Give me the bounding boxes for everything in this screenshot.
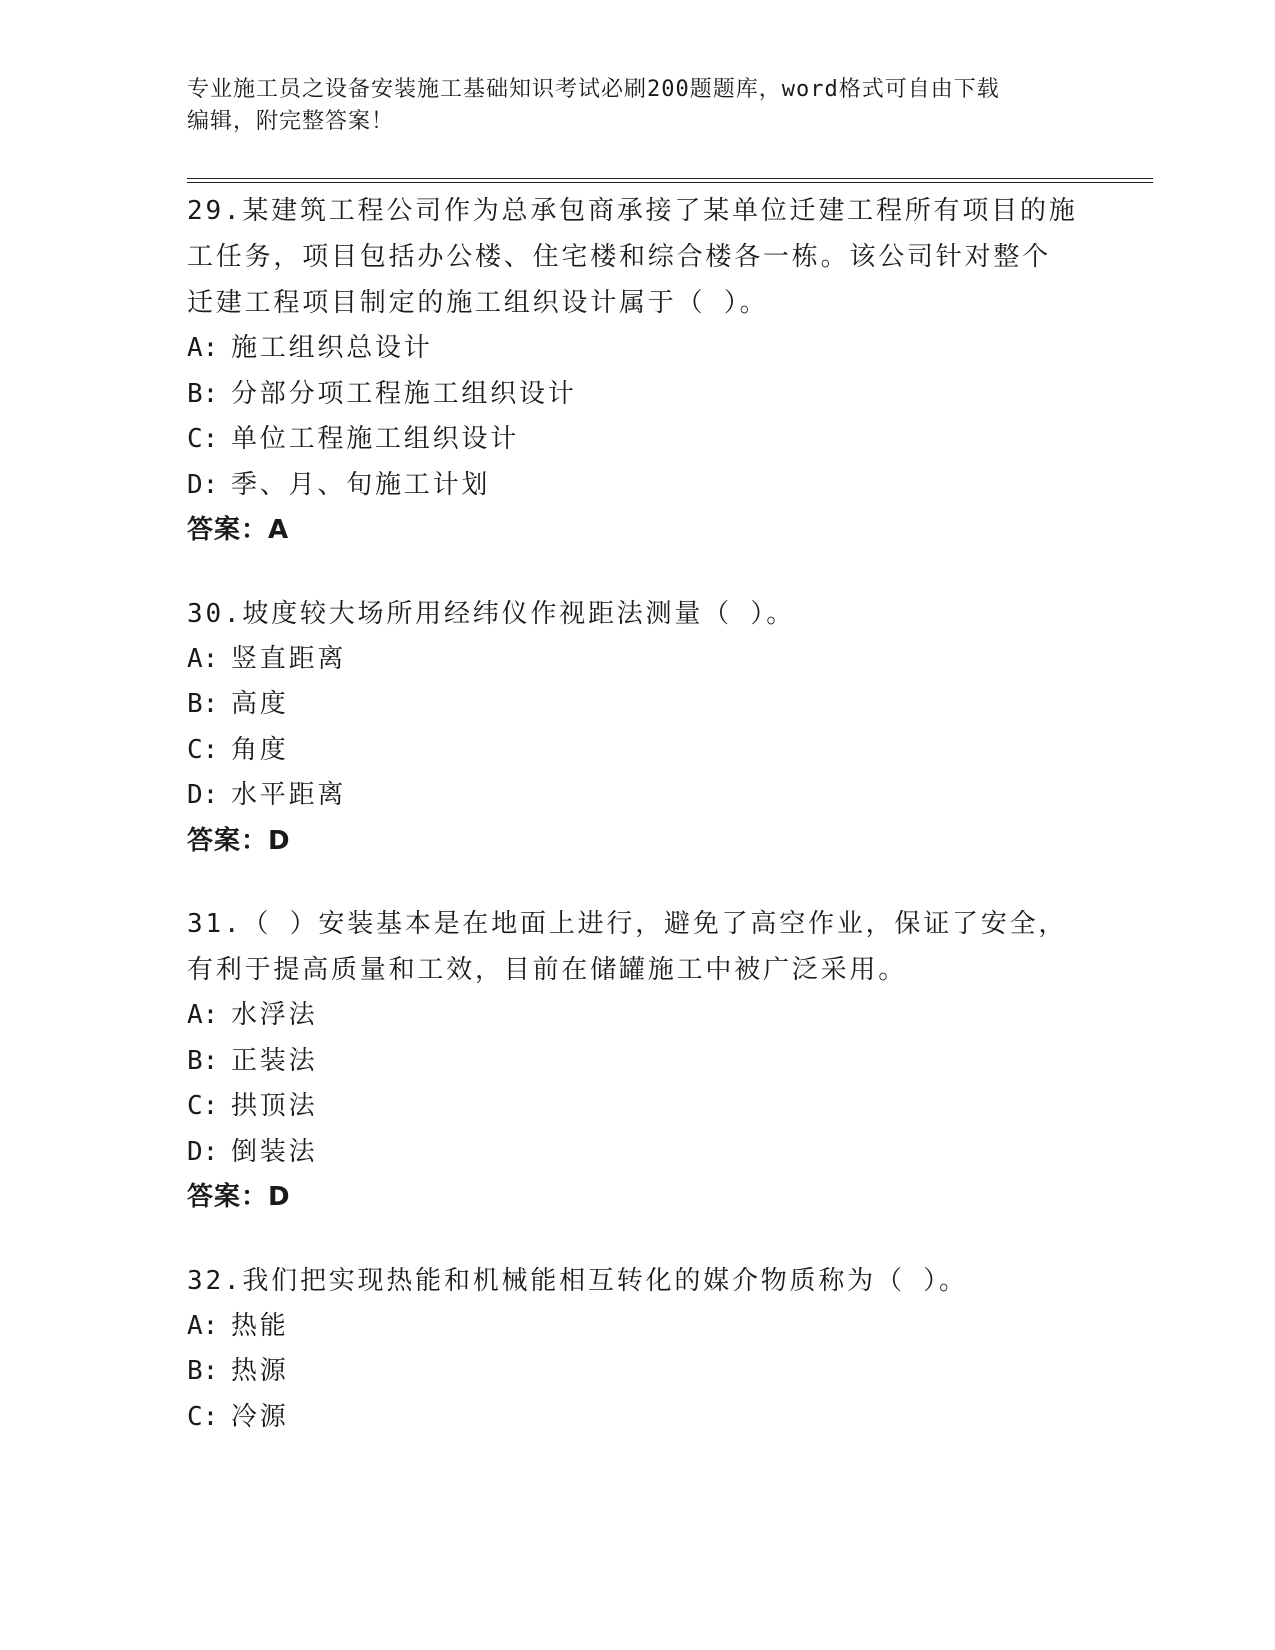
answer-option [187,682,1087,728]
answer-option [187,1084,1087,1130]
option-text: 竖直距离 [231,643,347,674]
option-key: B: [187,378,219,409]
answer-option [187,993,1087,1039]
option-key: C: [187,1401,219,1432]
option-text: 热能 [231,1310,289,1341]
question-list [187,188,1087,1477]
option-text: 角度 [231,734,289,765]
question-block [187,591,1087,865]
question-stem-line: 迁建工程项目制定的施工组织设计属于（ ）。 [187,288,769,318]
option-text: 正装法 [231,1045,318,1076]
option-text: 施工组织总设计 [231,333,433,363]
option-text: 冷源 [231,1401,289,1432]
answer-option [187,326,1087,372]
answer-option [187,463,1087,509]
option-text: 单位工程施工组织设计 [231,424,520,454]
option-key: C: [187,1091,219,1121]
header-double-rule [187,178,1153,184]
option-text: 拱顶法 [231,1091,318,1121]
question-stem-line: 30.坡度较大场所用经纬仪作视距法测量（ ）。 [187,598,796,629]
option-text: 倒装法 [231,1136,318,1167]
header-line-2: 编辑，附完整答案！ [187,109,395,134]
question-block [187,1258,1087,1441]
option-key: D: [187,780,219,810]
answer-option [187,372,1087,418]
option-key: A: [187,1310,219,1341]
option-key: D: [187,469,219,500]
answer-option [187,1349,1087,1395]
option-key: A: [187,1000,219,1030]
answer-option [187,1130,1087,1176]
option-text: 水浮法 [231,1000,318,1030]
answer-line: 答案：D [187,825,291,856]
option-text: 水平距离 [231,780,347,810]
question-stem-line: 32.我们把实现热能和机械能相互转化的媒介物质称为（ ）。 [187,1265,968,1296]
option-text: 热源 [231,1356,289,1386]
option-key: D: [187,1136,219,1167]
answer-option [187,773,1087,819]
option-text: 季、月、旬施工计划 [231,469,491,500]
answer-option [187,637,1087,683]
rule-line-bottom [187,182,1153,183]
answer-option [187,1395,1087,1441]
question-stem-line: 有利于提高质量和工效，目前在储罐施工中被广泛采用。 [187,955,908,985]
question-block [187,901,1087,1221]
option-key: B: [187,689,219,719]
option-key: A: [187,333,219,363]
option-key: C: [187,734,219,765]
option-text: 分部分项工程施工组织设计 [231,378,577,409]
header-line-1: 专业施工员之设备安装施工基础知识考试必刷200题题库，word格式可自由下载 [187,77,1000,102]
answer-option [187,728,1087,774]
answer-option [187,1039,1087,1085]
answer-line: 答案：D [187,1182,291,1212]
option-key: A: [187,643,219,674]
question-block [187,188,1087,554]
question-stem-line: 31.（ ）安装基本是在地面上进行，避免了高空作业，保证了安全， [187,909,1068,939]
question-stem-line: 工任务，项目包括办公楼、住宅楼和综合楼各一栋。该公司针对整个 [187,242,1052,272]
option-key: B: [187,1356,219,1386]
question-stem-line: 29.某建筑工程公司作为总承包商承接了某单位迁建工程所有项目的施 [187,196,1078,226]
option-text: 高度 [231,689,289,719]
document-header [187,74,1087,138]
option-key: B: [187,1045,219,1076]
option-key: C: [187,424,219,454]
answer-option [187,417,1087,463]
answer-line: 答案：A [187,515,290,545]
answer-option [187,1304,1087,1350]
rule-line-top [187,178,1153,179]
